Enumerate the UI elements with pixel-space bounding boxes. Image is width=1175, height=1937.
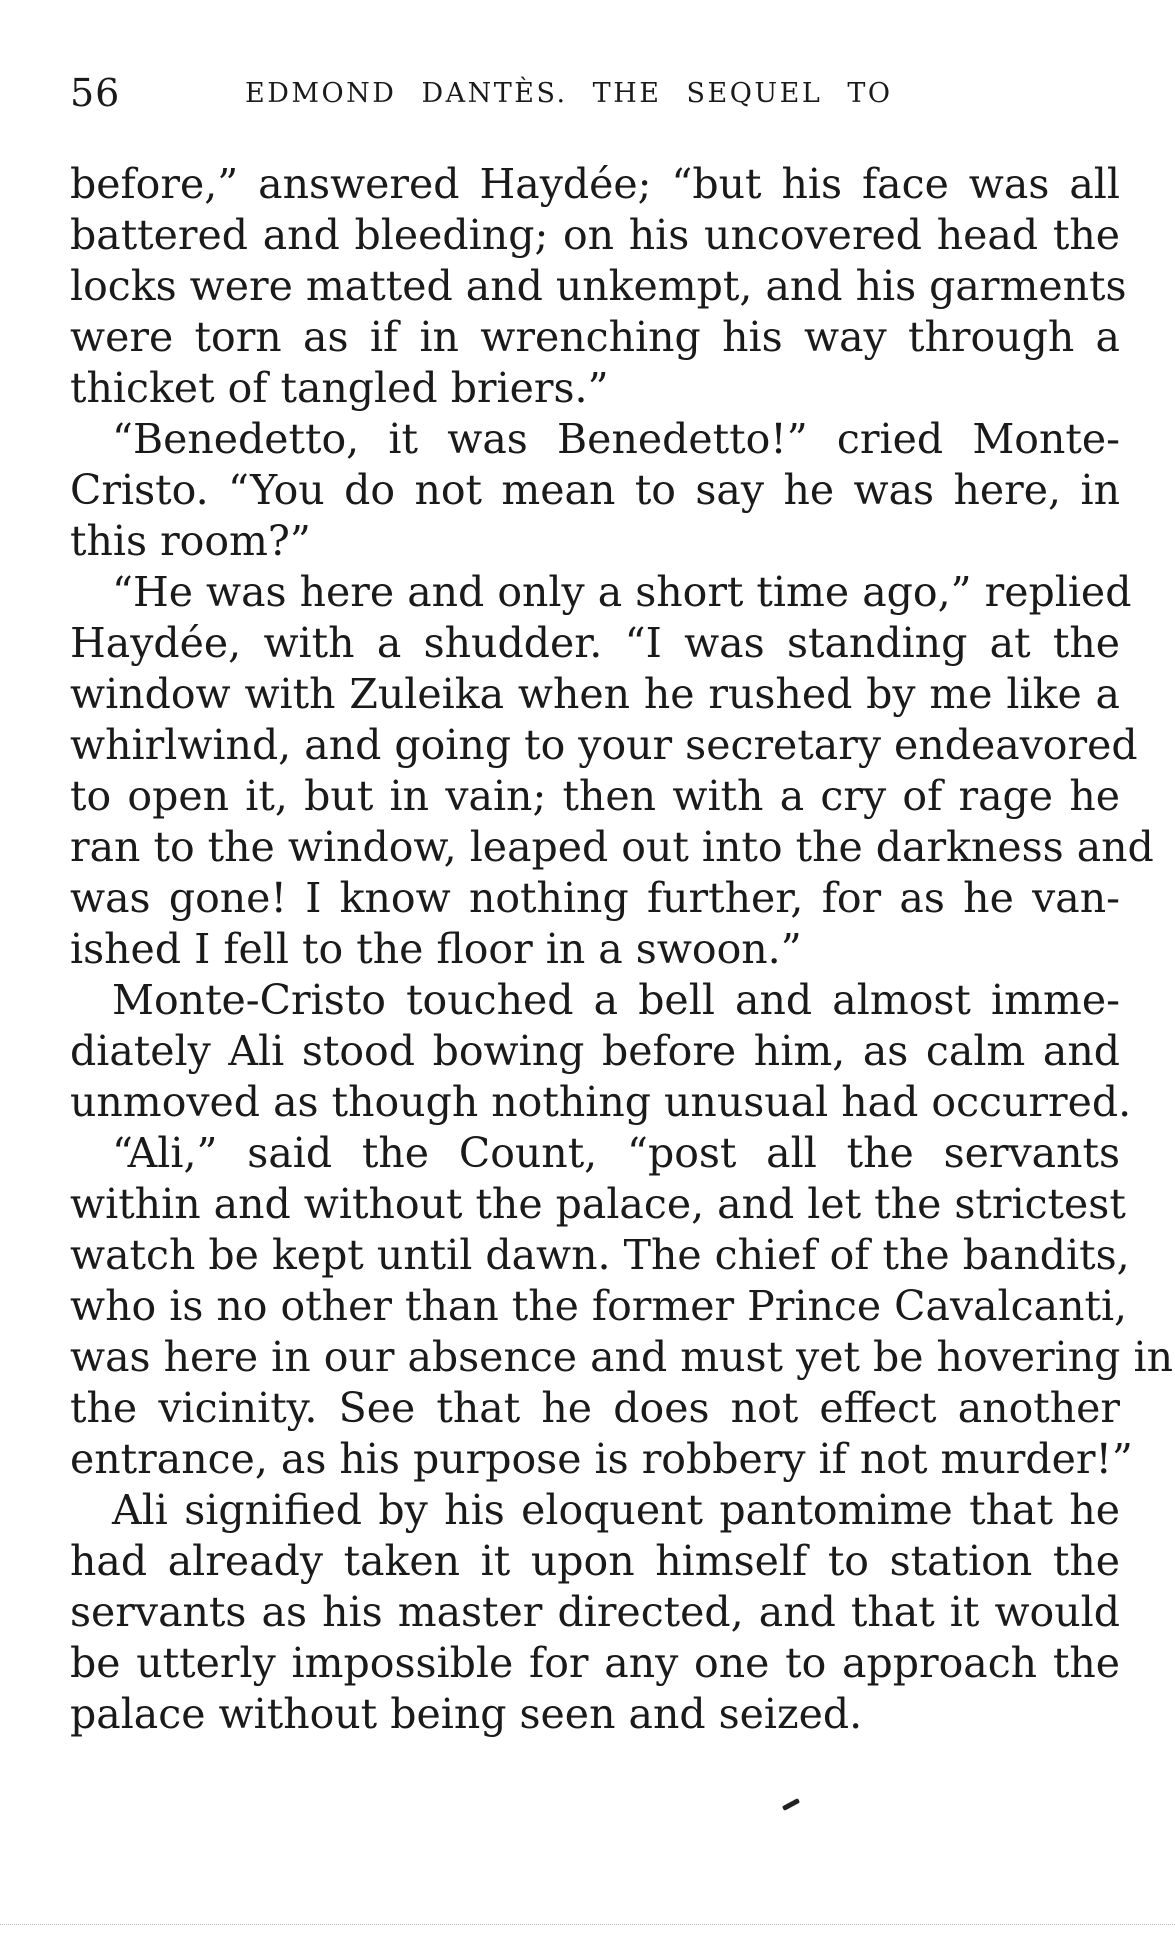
page-header (70, 68, 970, 118)
text-line: Haydée, with a shudder. “I was standing at the (70, 619, 1120, 667)
text-line: to open it, but in vain; then with a cry of rage he (70, 772, 1120, 820)
text-line: servants as his master directed, and that it would (70, 1588, 1120, 1636)
text-line: had already taken it upon himself to station the (70, 1537, 1120, 1585)
text-line: entrance, as his purpose is robbery if not murder!” (70, 1435, 1133, 1483)
text-line: watch be kept until dawn. The chief of the bandits, (70, 1231, 1130, 1279)
text-line: ran to the window, leaped out into the darkness and (70, 823, 1154, 871)
text-line: “Benedetto, it was Benedetto!” cried Monte- (112, 415, 1120, 463)
body-text (70, 159, 1173, 1740)
text-line: within and without the palace, and let the strictest (70, 1180, 1126, 1228)
text-line: battered and bleeding; on his uncovered head the (70, 211, 1120, 259)
text-line: window with Zuleika when he rushed by me like a (70, 670, 1120, 718)
ink-speck (782, 1798, 800, 1811)
running-head: EDMOND DANTÈS. THE SEQUEL TO (245, 78, 893, 109)
text-line: unmoved as though nothing unusual had occurred. (70, 1078, 1132, 1126)
page-number: 56 (70, 71, 121, 115)
text-line: locks were matted and unkempt, and his garments (70, 262, 1127, 310)
text-line: diately Ali stood bowing before him, as calm and (70, 1027, 1120, 1075)
text-line: Cristo. “You do not mean to say he was here, in (70, 466, 1120, 514)
text-line: this room?” (70, 517, 311, 565)
text-line: “He was here and only a short time ago,” replied (112, 568, 1132, 616)
text-line: palace without being seen and seized. (70, 1690, 863, 1738)
page-edge (0, 1924, 1175, 1925)
text-line: ished I fell to the floor in a swoon.” (70, 925, 802, 973)
text-line: Ali signified by his eloquent pantomime that he (112, 1486, 1120, 1534)
text-line: was here in our absence and must yet be hovering in (70, 1333, 1173, 1381)
text-line: “Ali,” said the Count, “post all the servants (112, 1129, 1120, 1177)
text-line: was gone! I know nothing further, for as he van- (70, 874, 1120, 922)
text-line: who is no other than the former Prince Cavalcanti, (70, 1282, 1128, 1330)
text-line: be utterly impossible for any one to approach the (70, 1639, 1120, 1687)
text-line: before,” answered Haydée; “but his face was all (70, 160, 1120, 208)
text-line: Monte-Cristo touched a bell and almost imme- (112, 976, 1120, 1024)
text-line: thicket of tangled briers.” (70, 364, 609, 412)
text-line: were torn as if in wrenching his way through a (70, 313, 1120, 361)
text-line: the vicinity. See that he does not effect another (70, 1384, 1120, 1432)
text-line: whirlwind, and going to your secretary endeavored (70, 721, 1138, 769)
